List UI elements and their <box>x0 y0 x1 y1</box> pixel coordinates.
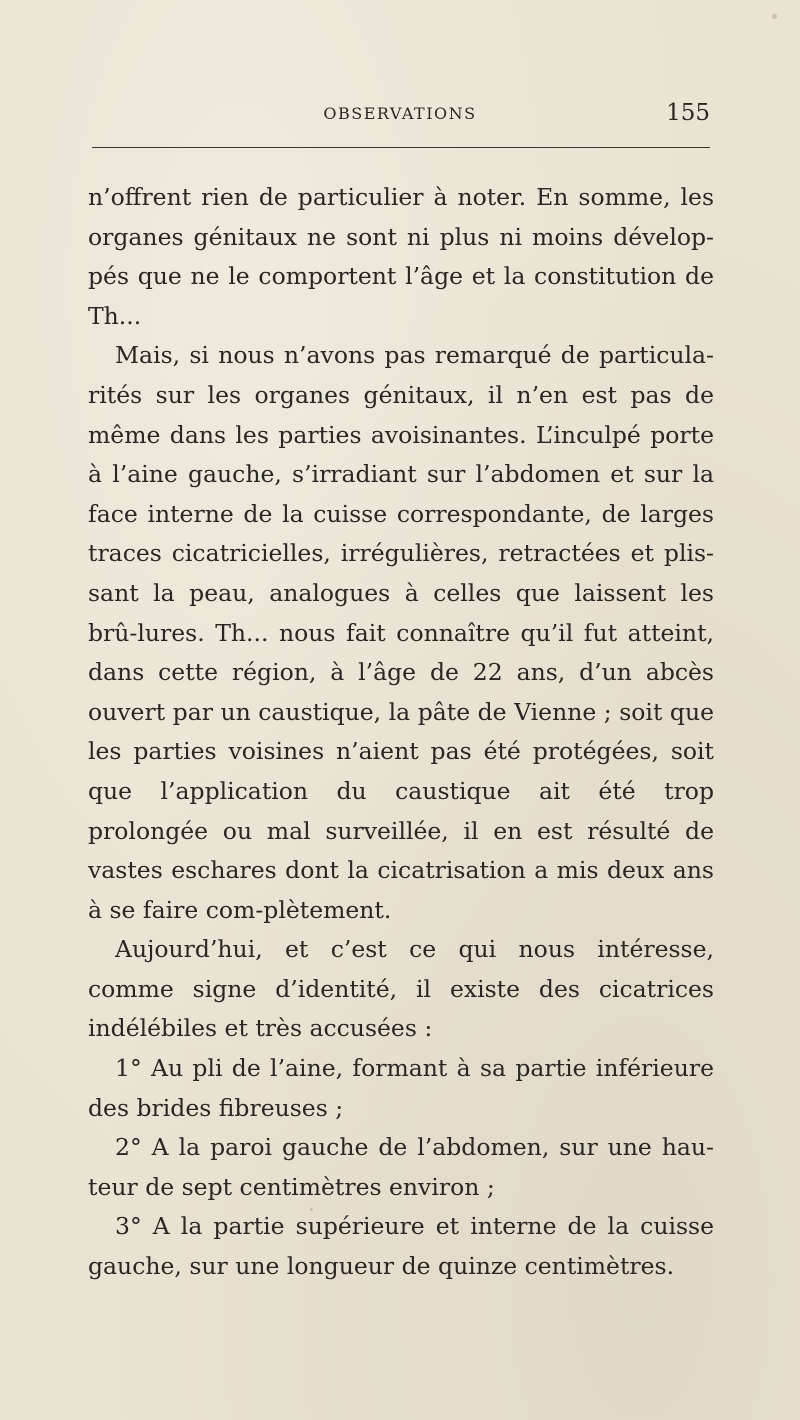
list-item: 1° Au pli de l’aine, formant à sa partie inférieure des brides fibreuses ; <box>88 1054 714 1122</box>
list-item: 2° A la paroi gauche de l’abdomen, sur une hau-teur de sept centimètres environ ; <box>88 1133 714 1201</box>
body-text <box>88 178 714 1287</box>
header-rule <box>92 147 710 148</box>
page-number: 155 <box>666 100 710 126</box>
running-title: OBSERVATIONS <box>323 104 477 123</box>
paragraph: Aujourd’hui, et c’est ce qui nous intéresse, comme signe d’identité, il existe des cicatrices indélébiles et très accusées : <box>88 935 714 1043</box>
paragraph: Mais, si nous n’avons pas remarqué de particula-rités sur les organes génitaux, il n’en est pas de même dans les parties avoisinantes. L’inculpé porte à l’aine gauche, s’irradiant sur l’abdomen et sur la face interne de la cuisse correspondante, de larges traces cicatricielles, irrégulières, retractées et plis-sant la peau, analogues à celles que laissent les brû-lures. Th... nous fait connaître qu’il fut atteint, dans cette région, à l’âge de 22 ans, d’un abcès ouvert par un caustique, la pâte de Vienne ; soit que les parties voisines n’aient pas été protégées, soit que l’application du caustique ait été trop prolongée ou mal surveillée, il en est résulté de vastes eschares dont la cicatrisation a mis deux ans à se faire com-plètement. <box>88 341 714 924</box>
list-item: 3° A la partie supérieure et interne de la cuisse gauche, sur une longueur de quinze centimètres. <box>88 1212 714 1281</box>
page-header <box>90 100 710 134</box>
paper-speck <box>772 14 777 19</box>
paragraph: n’offrent rien de particulier à noter. En somme, les organes génitaux ne sont ni plus ni moins dévelop-pés que ne le comportent l’âge et la constitution de Th... <box>88 183 714 330</box>
